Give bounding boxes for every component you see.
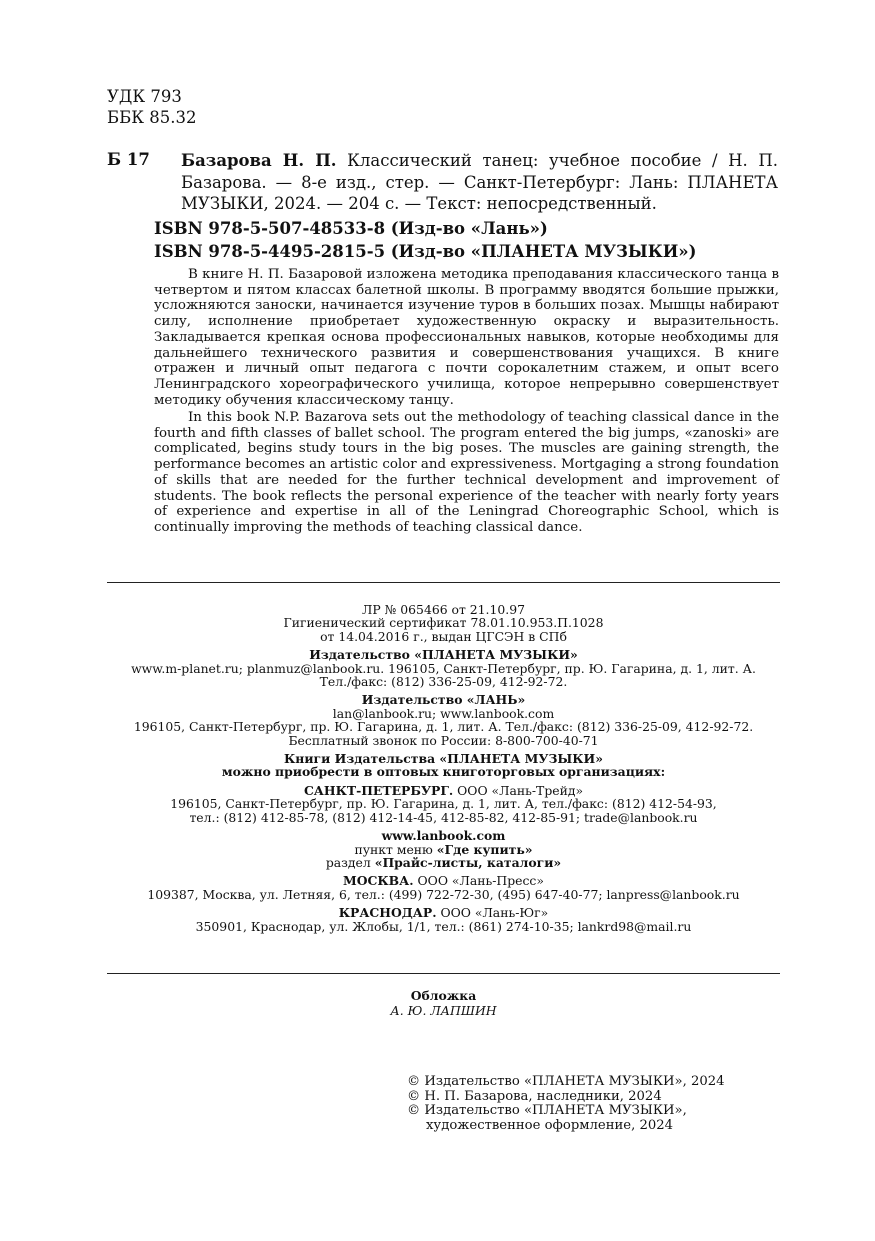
wholesale-info	[107, 752, 780, 779]
publisher-planeta-title: Издательство «ПЛАНЕТА МУЗЫКИ»	[309, 647, 578, 663]
distributor-krasnodar-address: 350901, Краснодар, ул. Жлобы, 1/1, тел.: (861) 274-10-35; lankrd98@mail.ru	[195, 918, 692, 934]
bibliographic-record	[181, 150, 778, 215]
license-info	[107, 603, 780, 643]
krd-city: КРАСНОДАР.	[338, 905, 437, 921]
web-section-line	[107, 856, 780, 869]
license-line: ЛР № 065466 от 21.10.97	[362, 602, 525, 617]
section-prefix: раздел	[325, 854, 375, 870]
author-mark: Б 17	[107, 150, 150, 169]
wholesale-subtitle: можно приобрести в оптовых книготорговых организациях:	[221, 764, 666, 780]
distributor-spb-address: 196105, Санкт-Петербург, пр. Ю. Гагарина, д. 1, лит. А, тел./факс: (812) 412-54-93,	[170, 796, 717, 812]
certificate-line: Гигиенический сертификат 78.01.10.953.П.1028	[283, 615, 604, 631]
copyright-publisher: © Издательство «ПЛАНЕТА МУЗЫКИ», 2024	[407, 1074, 725, 1089]
bbk-code: ББК 85.32	[107, 108, 197, 127]
annotation-english	[154, 410, 779, 536]
copyright-design-detail: художественное оформление, 2024	[426, 1118, 674, 1134]
web-menu-line	[107, 843, 780, 856]
author-name: Базарова Н. П.	[181, 151, 337, 170]
bibliographic-description: Классический танец: учебное пособие / Н. П. Базарова. — 8-е изд., стер. — Санкт-Петербург: Лань: ПЛАНЕТА МУЗЫКИ, 2024. — 204 с. — Текст: непосредственный.	[181, 151, 778, 213]
cover-label: Обложка	[410, 988, 477, 1003]
msk-org: ООО «Лань-Пресс»	[413, 873, 544, 889]
certificate-date-line: от 14.04.2016 г., выдан ЦГСЭН в СПб	[320, 628, 567, 644]
publisher-planeta-phone: Тел./факс: (812) 336-25-09, 412-92-72.	[319, 674, 568, 690]
distributor-krasnodar	[107, 906, 780, 933]
isbn-block	[154, 217, 696, 263]
menu-prefix: пункт меню	[354, 841, 437, 857]
copyright-block	[407, 1075, 725, 1134]
divider-bottom	[107, 973, 780, 974]
publisher-planeta-contacts: www.m-planet.ru; planmuz@lanbook.ru. 196105, Санкт-Петербург, пр. Ю. Гагарина, д. 1, лит. А.	[131, 660, 756, 676]
classification-codes	[107, 86, 197, 128]
wholesale-title: Книги Издательства «ПЛАНЕТА МУЗЫКИ»	[284, 751, 603, 767]
section-item: «Прайс-листы, каталоги»	[374, 854, 562, 870]
spb-city: САНКТ-ПЕТЕРБУРГ.	[303, 782, 454, 798]
msk-city: МОСКВА.	[343, 873, 414, 889]
cover-credit	[107, 988, 780, 1018]
isbn-planeta: ISBN 978-5-4495-2815-5 (Изд-во «ПЛАНЕТА МУЗЫКИ»)	[154, 242, 697, 261]
divider-top	[107, 582, 780, 583]
copyright-author: © Н. П. Базарова, наследники, 2024	[407, 1088, 662, 1104]
distributor-krasnodar-heading	[107, 906, 780, 919]
publisher-lan	[107, 693, 780, 747]
distributor-moscow	[107, 874, 780, 901]
cover-artist: А. Ю. ЛАПШИН	[390, 1003, 497, 1018]
udk-code: УДК 793	[107, 87, 182, 106]
krd-org: ООО «Лань-Юг»	[436, 905, 549, 921]
annotation-russian-text: В книге Н. П. Базаровой изложена методика преподавания классического танца в четвертом и пятом классах балетной школы. В программу вводятся большие прыжки, усложняются заноски, начинается изучение туров в больших позах. Мышцы набирают силу, исполнение приобретает художественную окраску и выразительность. Закладывается крепкая основа профессиональных навыков, которые необходимы для дальнейшего технического развития и совершенствования учащихся. В книге отражен и личный опыт педагога с почти сорокалетним стажем, и опыт всего Ленинградского хореографического училища, которое непрерывно совершенствует методику обучения классическому танцу.	[154, 267, 779, 408]
spb-org: ООО «Лань-Трейд»	[453, 782, 584, 798]
menu-item: «Где купить»	[436, 841, 533, 857]
publisher-lan-title: Издательство «ЛАНЬ»	[361, 692, 526, 708]
web-catalog-url: www.lanbook.com	[381, 828, 506, 844]
publisher-planeta	[107, 648, 780, 688]
distributor-moscow-address: 109387, Москва, ул. Летняя, 6, тел.: (499) 722-72-30, (495) 647-40-77; lanpress@lanbook.ru	[147, 886, 740, 902]
copyright-design: © Издательство «ПЛАНЕТА МУЗЫКИ»,	[407, 1103, 687, 1119]
publisher-lan-address: 196105, Санкт-Петербург, пр. Ю. Гагарина, д. 1, лит. А. Тел./факс: (812) 336-25-09, 412-92-72.	[133, 719, 754, 735]
publisher-lan-hotline: Бесплатный звонок по России: 8-800-700-40-71	[288, 732, 599, 748]
distributor-moscow-heading	[107, 874, 780, 887]
web-catalog-info	[107, 829, 780, 869]
distributor-spb	[107, 784, 780, 824]
publisher-lan-web: lan@lanbook.ru; www.lanbook.com	[332, 705, 555, 721]
distributor-spb-phones: тел.: (812) 412-85-78, (812) 412-14-45, 412-85-82, 412-85-91; trade@lanbook.ru	[189, 809, 698, 825]
distributor-spb-heading	[107, 784, 780, 797]
imprint-block	[107, 603, 780, 938]
isbn-lan: ISBN 978-5-507-48533-8 (Изд-во «Лань»)	[154, 219, 548, 238]
annotation-russian	[154, 267, 779, 408]
annotation-english-text: In this book N.P. Bazarova sets out the methodology of teaching classical dance in the fourth and fifth classes of ballet school. The program entered the big jumps, «zanoski» are complicated, begins study tours in the big poses. The muscles are gaining strength, the performance becomes an artistic color and expressiveness. Mortgaging a strong foundation of skills that are needed for the further technical development and improvement of students. The book reflects the personal experience of the teacher with nearly forty years of experience and expertise in all of the Leningrad Choreographic School, which is continually improving the methods of teaching classical dance.	[154, 410, 780, 535]
